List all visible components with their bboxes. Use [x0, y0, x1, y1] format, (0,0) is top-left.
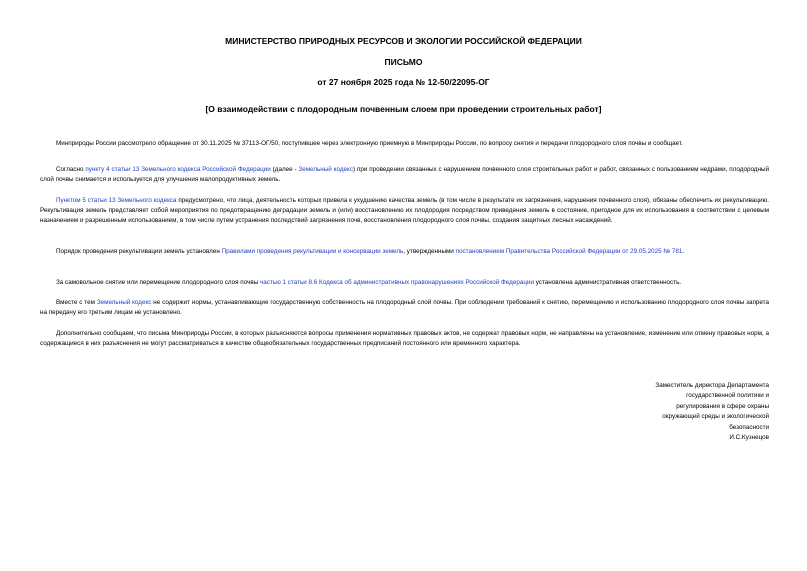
paragraph-7-text: Дополнительно сообщаем, что письма Минприроды России, в которых разъясняются вопросы применения нормативных правовых актов, не содержат правовых норм, не направлены на установление, изменение или отмену правовых норм, а содержащиеся в них разъяснения не могут рассматриваться в качестве общеобязательных государственных предписаний постоянного или временного характера.: [40, 330, 769, 347]
paragraph-7: [40, 329, 769, 349]
link-government-decree[interactable]: постановлением Правительства Российской Федерации от 29.05.2025 № 781: [455, 248, 683, 255]
paragraph-6-text-before: Вместе с тем: [56, 299, 97, 306]
paragraph-1: [40, 139, 769, 149]
link-zemelny-kodeks[interactable]: Земельный кодекс: [298, 166, 353, 173]
link-zemelny-kodeks-2[interactable]: Земельный кодекс: [96, 299, 152, 306]
signature-line-5: безопасности: [729, 423, 769, 431]
paragraph-1-text: Минприроды России рассмотрело обращение от 30.11.2025 № 37113-ОГ/50, поступившее через электронную приемную в Минприроды России, по вопросу снятия и передачи плодородного слоя почвы и сообщает.: [56, 140, 683, 147]
paragraph-5-text-after: установлена административная ответственность.: [533, 279, 682, 286]
signature-line-2: государственной политики и: [686, 392, 769, 400]
ministry-title: МИНИСТЕРСТВО ПРИРОДНЫХ РЕСУРСОВ И ЭКОЛОГИИ РОССИЙСКОЙ ФЕДЕРАЦИИ: [225, 36, 582, 46]
signature-name: И.С.Кузнецов: [729, 434, 769, 442]
paragraph-2-text-after: ) при проведении связанных с нарушением почвенного слоя строительных работ и работ, связанных с пользованием недрами, плодородный слой почвы снимается и используется для улучшения малопродуктивных земель.: [40, 166, 770, 183]
paragraph-3-text-after: предусмотрено, что лица, деятельность которых привела к ухудшению качества земель (в том числе в результате их загрязнения, нарушения почвенного слоя), обязаны обеспечить их рекультивацию. Рекультивация земель представляет собой мероприятия по предотвращению деградации земель и (или) восстановлению их плодородия посредством приведения земель в состояние, пригодное для их использования в соответствии с целевым назначением и разрешенным использованием, в том числе путем устранения последствий загрязнения почв, восстановления плодородного слоя почвы, создания защитных лесных насаждений.: [40, 197, 770, 224]
paragraph-6-text-after: не содержит нормы, устанавливающие государственную собственность на плодородный слой почвы. При соблюдении требований к снятию, перемещению и использованию плодородного слоя почвы запрета на передачу его третьим лицам не установлено.: [40, 299, 769, 316]
document-type: ПИСЬМО: [384, 57, 423, 67]
signature-block: [629, 381, 769, 443]
document-date-number: от 27 ноября 2025 года № 12-50/22095-ОГ: [317, 77, 490, 87]
paragraph-4-text-before: Порядок проведения рекультивации земель установлен: [56, 248, 222, 255]
link-rules-recultivation[interactable]: Правилами проведения рекультивации и консервации земель: [221, 248, 404, 255]
paragraph-2-text-mid: (далее -: [270, 166, 299, 173]
link-zk-p4-st13[interactable]: пункту 4 статьи 13 Земельного кодекса Российской Федерации: [85, 166, 271, 173]
paragraph-6: [40, 298, 769, 318]
link-zk-p5-st13[interactable]: Пунктом 5 статьи 13 Земельного кодекса: [56, 197, 177, 204]
paragraph-4-text-mid: , утвержденными: [403, 248, 456, 255]
document-subject: [О взаимодействии с плодородным почвенным слоем при проведении строительных работ]: [205, 104, 602, 114]
signature-line-1: Заместитель директора Департамента: [655, 382, 769, 389]
paragraph-5: [40, 278, 769, 288]
paragraph-4: [40, 247, 769, 257]
paragraph-2-text-before: Согласно: [56, 166, 86, 173]
paragraph-5-text-before: За самовольное снятие или перемещение плодородного слоя почвы: [56, 279, 260, 286]
signature-line-3: регулирования в сфере охраны: [676, 402, 769, 410]
paragraph-4-text-after: .: [682, 248, 685, 255]
link-koap-8-6[interactable]: частью 1 статьи 8.6 Кодекса об административных правонарушениях Российской Федерации: [259, 279, 534, 286]
paragraph-2: [40, 165, 769, 185]
signature-line-4: окружающей среды и экологической: [662, 413, 769, 421]
paragraph-3: [40, 196, 769, 226]
